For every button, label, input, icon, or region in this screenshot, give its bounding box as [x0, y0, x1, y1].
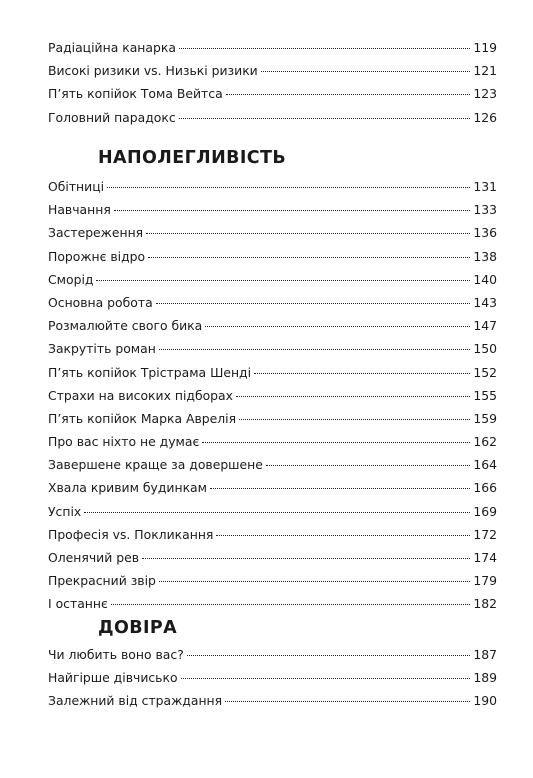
dot-leader: [179, 118, 471, 119]
entry-page-number: 126: [473, 109, 497, 125]
dot-leader: [225, 701, 470, 702]
dot-leader: [226, 94, 471, 95]
toc-entry: [48, 314, 497, 337]
entry-page-number: 143: [473, 294, 497, 310]
dot-leader: [148, 257, 470, 258]
entry-page-number: 189: [473, 670, 497, 686]
toc-entry: [48, 569, 497, 592]
entry-title: Завершене краще за довершене: [48, 457, 263, 473]
entry-title: Обітниці: [48, 179, 105, 194]
toc-entry: [48, 592, 497, 615]
dot-leader: [216, 535, 470, 536]
dot-leader: [159, 349, 471, 350]
dot-leader: [202, 442, 470, 443]
entry-title: Сморід: [48, 271, 94, 287]
entry-page-number: 121: [473, 63, 497, 79]
entry-page-number: 147: [473, 318, 497, 334]
toc-entry: [48, 221, 497, 244]
toc-entry: [48, 453, 497, 476]
entry-page-number: 119: [473, 40, 497, 55]
entry-title: Високі ризики vs. Низькі ризики: [48, 63, 258, 79]
entry-title: Головний парадокс: [48, 109, 176, 125]
entry-title: П’ять копійок Тома Вейтса: [48, 86, 223, 102]
toc-entry: [48, 175, 497, 198]
dot-leader: [146, 233, 470, 234]
dot-leader: [114, 210, 471, 211]
section-heading-persistence: НАПОЛЕГЛИВІСТЬ: [98, 148, 287, 168]
entry-page-number: 182: [473, 596, 497, 612]
section-heading-trust: ДОВІРА: [98, 618, 178, 638]
dot-leader: [187, 655, 471, 656]
toc-entry: [48, 689, 497, 712]
toc-entry: [48, 666, 497, 689]
dot-leader: [210, 488, 470, 489]
entry-page-number: 162: [473, 434, 497, 450]
entry-title: Закрутіть роман: [48, 341, 156, 357]
toc-entry: [48, 546, 497, 569]
toc-section-persistence: [48, 175, 497, 616]
entry-page-number: 190: [473, 693, 497, 709]
entry-title: І останнє: [48, 596, 108, 612]
dot-leader: [159, 581, 470, 582]
entry-title: Успіх: [48, 503, 82, 519]
toc-entry: [48, 59, 497, 82]
dot-leader: [205, 326, 470, 327]
entry-page-number: 150: [473, 341, 497, 357]
entry-page-number: 166: [473, 480, 497, 496]
toc-section-trust: [48, 643, 497, 713]
entry-page-number: 187: [473, 647, 497, 662]
entry-page-number: 174: [473, 550, 497, 565]
entry-title: Навчання: [48, 202, 111, 218]
entry-page-number: 138: [473, 248, 497, 264]
toc-entry: [48, 407, 497, 430]
entry-title: Застереження: [48, 225, 144, 241]
entry-title: Залежний від страждання: [48, 693, 223, 709]
entry-page-number: 140: [473, 271, 497, 287]
toc-entry: [48, 337, 497, 360]
entry-title: П’ять копійок Марка Аврелія: [48, 410, 237, 426]
toc-entry: [48, 643, 497, 666]
entry-title: Основна робота: [48, 294, 153, 310]
dot-leader: [156, 303, 471, 304]
dot-leader: [181, 678, 471, 679]
entry-page-number: 133: [473, 202, 497, 218]
entry-title: Прекрасний звір: [48, 573, 156, 589]
toc-entry: [48, 36, 497, 59]
dot-leader: [84, 512, 470, 513]
dot-leader: [107, 187, 470, 188]
dot-leader: [179, 48, 470, 49]
dot-leader: [254, 373, 470, 374]
entry-title: Страхи на високих підборах: [48, 387, 233, 403]
toc-entry: [48, 500, 497, 523]
dot-leader: [111, 604, 471, 605]
entry-page-number: 136: [473, 225, 497, 241]
toc-entry: [48, 198, 497, 221]
entry-title: Чи любить воно вас?: [48, 647, 184, 662]
entry-title: Хвала кривим будинкам: [48, 480, 207, 496]
entry-page-number: 172: [473, 526, 497, 542]
entry-title: П’ять копійок Трістрама Шенді: [48, 364, 252, 380]
entry-page-number: 152: [473, 364, 497, 380]
toc-entry: [48, 291, 497, 314]
dot-leader: [239, 419, 470, 420]
dot-leader: [261, 71, 471, 72]
toc-entry: [48, 268, 497, 291]
toc-entry: [48, 476, 497, 499]
entry-page-number: 155: [473, 387, 497, 403]
entry-page-number: 169: [473, 503, 497, 519]
entry-title: Порожнє відро: [48, 248, 146, 264]
entry-title: Оленячий рев: [48, 550, 140, 565]
toc-entry: [48, 361, 497, 384]
toc-entry: [48, 430, 497, 453]
dot-leader: [266, 465, 470, 466]
toc-section-continued: [48, 36, 497, 129]
entry-title: Найгірше дівчисько: [48, 670, 178, 686]
toc-entry: [48, 245, 497, 268]
entry-page-number: 159: [473, 410, 497, 426]
toc-entry: [48, 82, 497, 105]
toc-entry: [48, 384, 497, 407]
toc-entry: [48, 106, 497, 129]
entry-page-number: 179: [473, 573, 497, 589]
entry-title: Про вас ніхто не думає: [48, 434, 200, 450]
dot-leader: [142, 558, 470, 559]
toc-entry: [48, 523, 497, 546]
dot-leader: [236, 396, 470, 397]
dot-leader: [96, 280, 470, 281]
entry-page-number: 131: [473, 179, 497, 194]
entry-title: Розмалюйте свого бика: [48, 318, 203, 334]
entry-page-number: 164: [473, 457, 497, 473]
entry-title: Радіаційна канарка: [48, 40, 176, 55]
entry-title: Професія vs. Покликання: [48, 526, 214, 542]
entry-page-number: 123: [473, 86, 497, 102]
